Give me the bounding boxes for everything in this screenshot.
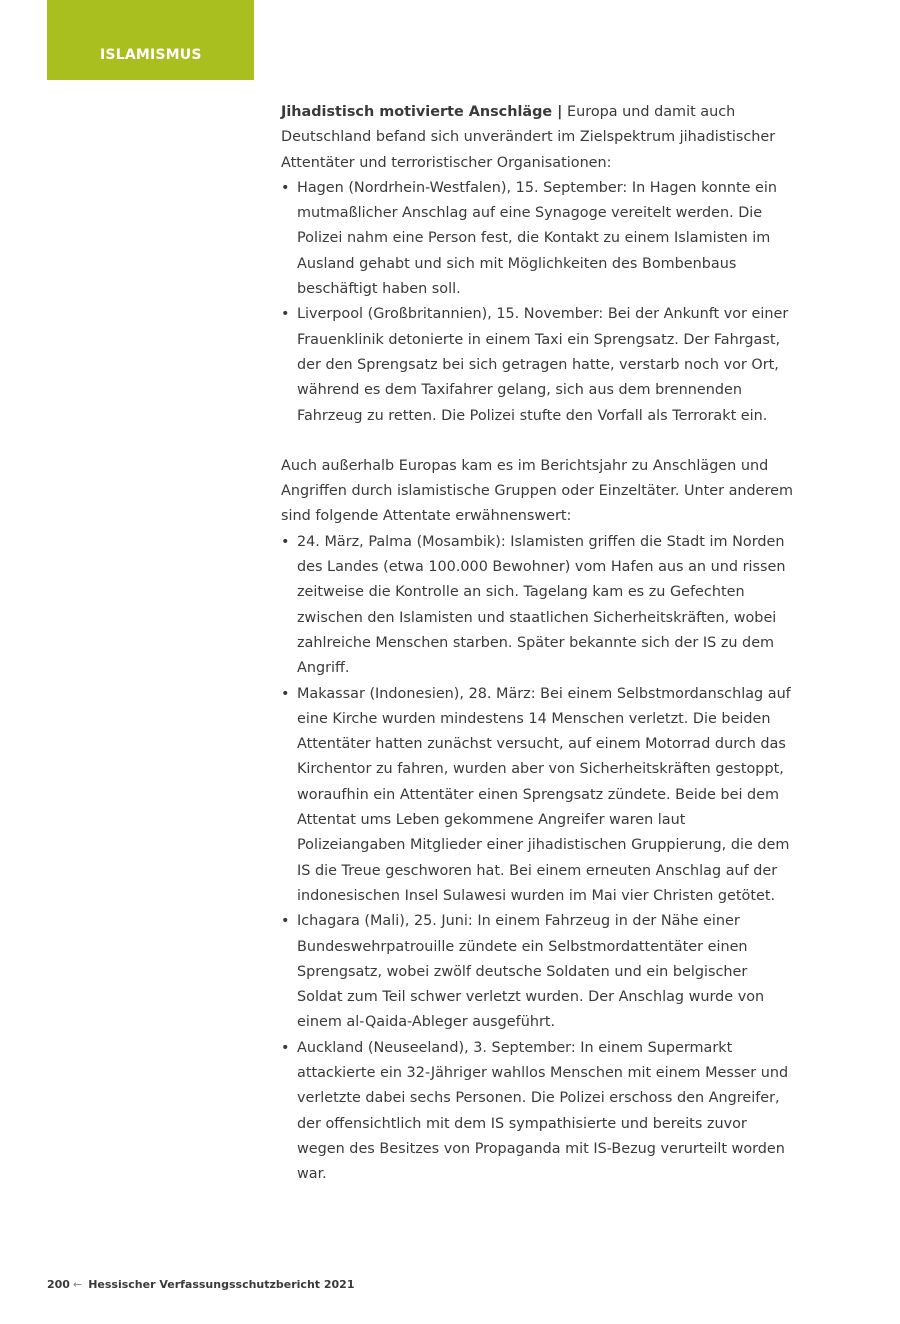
section2-intro: Auch außerhalb Europas kam es im Berichtsjahr zu Anschlägen und Angriffen durch islamistische Gruppen oder Einzeltäter. Unter anderem sind folgende Attentate erwähnenswert: (281, 457, 794, 525)
list-item: • Hagen (Nordrhein-Westfalen), 15. September: In Hagen konnte ein mutmaßlicher Anschlag auf eine Synagoge vereitelt werden. Die Polizei nahm eine Person fest, die Kontakt zu einem Islamisten im Ausland gehabt und sich mit Möglichkeiten des Bombenbaus beschäftigt haben soll. (281, 176, 797, 302)
back-arrow-icon: ← (72, 1278, 83, 1291)
section2-list (281, 530, 797, 1188)
list-item: • Auckland (Neuseeland), 3. September: In einem Supermarkt attackierte ein 32-Jähriger wahllos Menschen mit einem Messer und verletzte dabei sechs Personen. Die Polizei erschoss den Angreifer, der offensichtlich mit dem IS sympathisierte und bereits zuvor wegen des Besitzes von Propaganda mit IS-Bezug verurteilt worden war. (281, 1036, 797, 1188)
list-item: • 24. März, Palma (Mosambik): Islamisten griffen die Stadt im Norden des Landes (etwa 100.000 Bewohner) vom Hafen aus an und rissen zeitweise die Kontrolle an sich. Tagelang kam es zu Gefechten zwischen den Islamisten und staatlichen Sicherheitskräften, wobei zahlreiche Menschen starben. Später bekannte sich der IS zu dem Angriff. (281, 530, 797, 682)
page-footer (47, 1278, 355, 1291)
list-item: • Makassar (Indonesien), 28. März: Bei einem Selbstmordanschlag auf eine Kirche wurden mindestens 14 Menschen verletzt. Die beiden Attentäter hatten zunächst versucht, auf einem Motorrad durch das Kirchentor zu fahren, wurden aber von Sicherheitskräften gestoppt, woraufhin ein Attentäter einen Sprengsatz zündete. Beide bei dem Attentat ums Leben gekommene Angreifer waren laut Polizeiangaben Mitglieder einer jihadistischen Gruppierung, die dem IS die Treue geschworen hat. Bei einem erneuten Anschlag auf der indonesischen Insel Sulawesi wurden im Mai vier Christen getötet. (281, 682, 797, 910)
section1-intro-text: Europa und damit auch Deutschland befand sich unverändert im Zielspektrum jihadistischer Attentäter und terroristischer Organisationen: (281, 104, 776, 171)
list-item: • Ichagara (Mali), 25. Juni: In einem Fahrzeug in der Nähe einer Bundeswehrpatrouille zündete ein Selbstmordattentäter einen Sprengsatz, wobei zwölf deutsche Soldaten und ein belgischer Soldat zum Teil schwer verletzt wurden. Der Anschlag wurde von einem al-Qaida-Ableger ausgeführt. (281, 909, 797, 1035)
section-header-tab (47, 0, 254, 80)
section1-heading: Jihadistisch motivierte Anschläge | (281, 104, 563, 120)
page-number: 200 (47, 1278, 70, 1291)
section1-list (281, 176, 797, 429)
main-content (281, 100, 797, 1187)
section-title: ISLAMISMUS (100, 47, 202, 63)
publication-title: Hessischer Verfassungsschutzbericht 2021 (88, 1278, 355, 1291)
section1-intro (281, 100, 797, 176)
list-item: • Liverpool (Großbritannien), 15. November: Bei der Ankunft vor einer Frauenklinik detonierte in einem Taxi ein Sprengsatz. Der Fahrgast, der den Sprengsatz bei sich getragen hatte, verstarb noch vor Ort, während es dem Taxifahrer gelang, sich aus dem brennenden Fahrzeug zu retten. Die Polizei stufte den Vorfall als Terrorakt ein. (281, 302, 797, 428)
